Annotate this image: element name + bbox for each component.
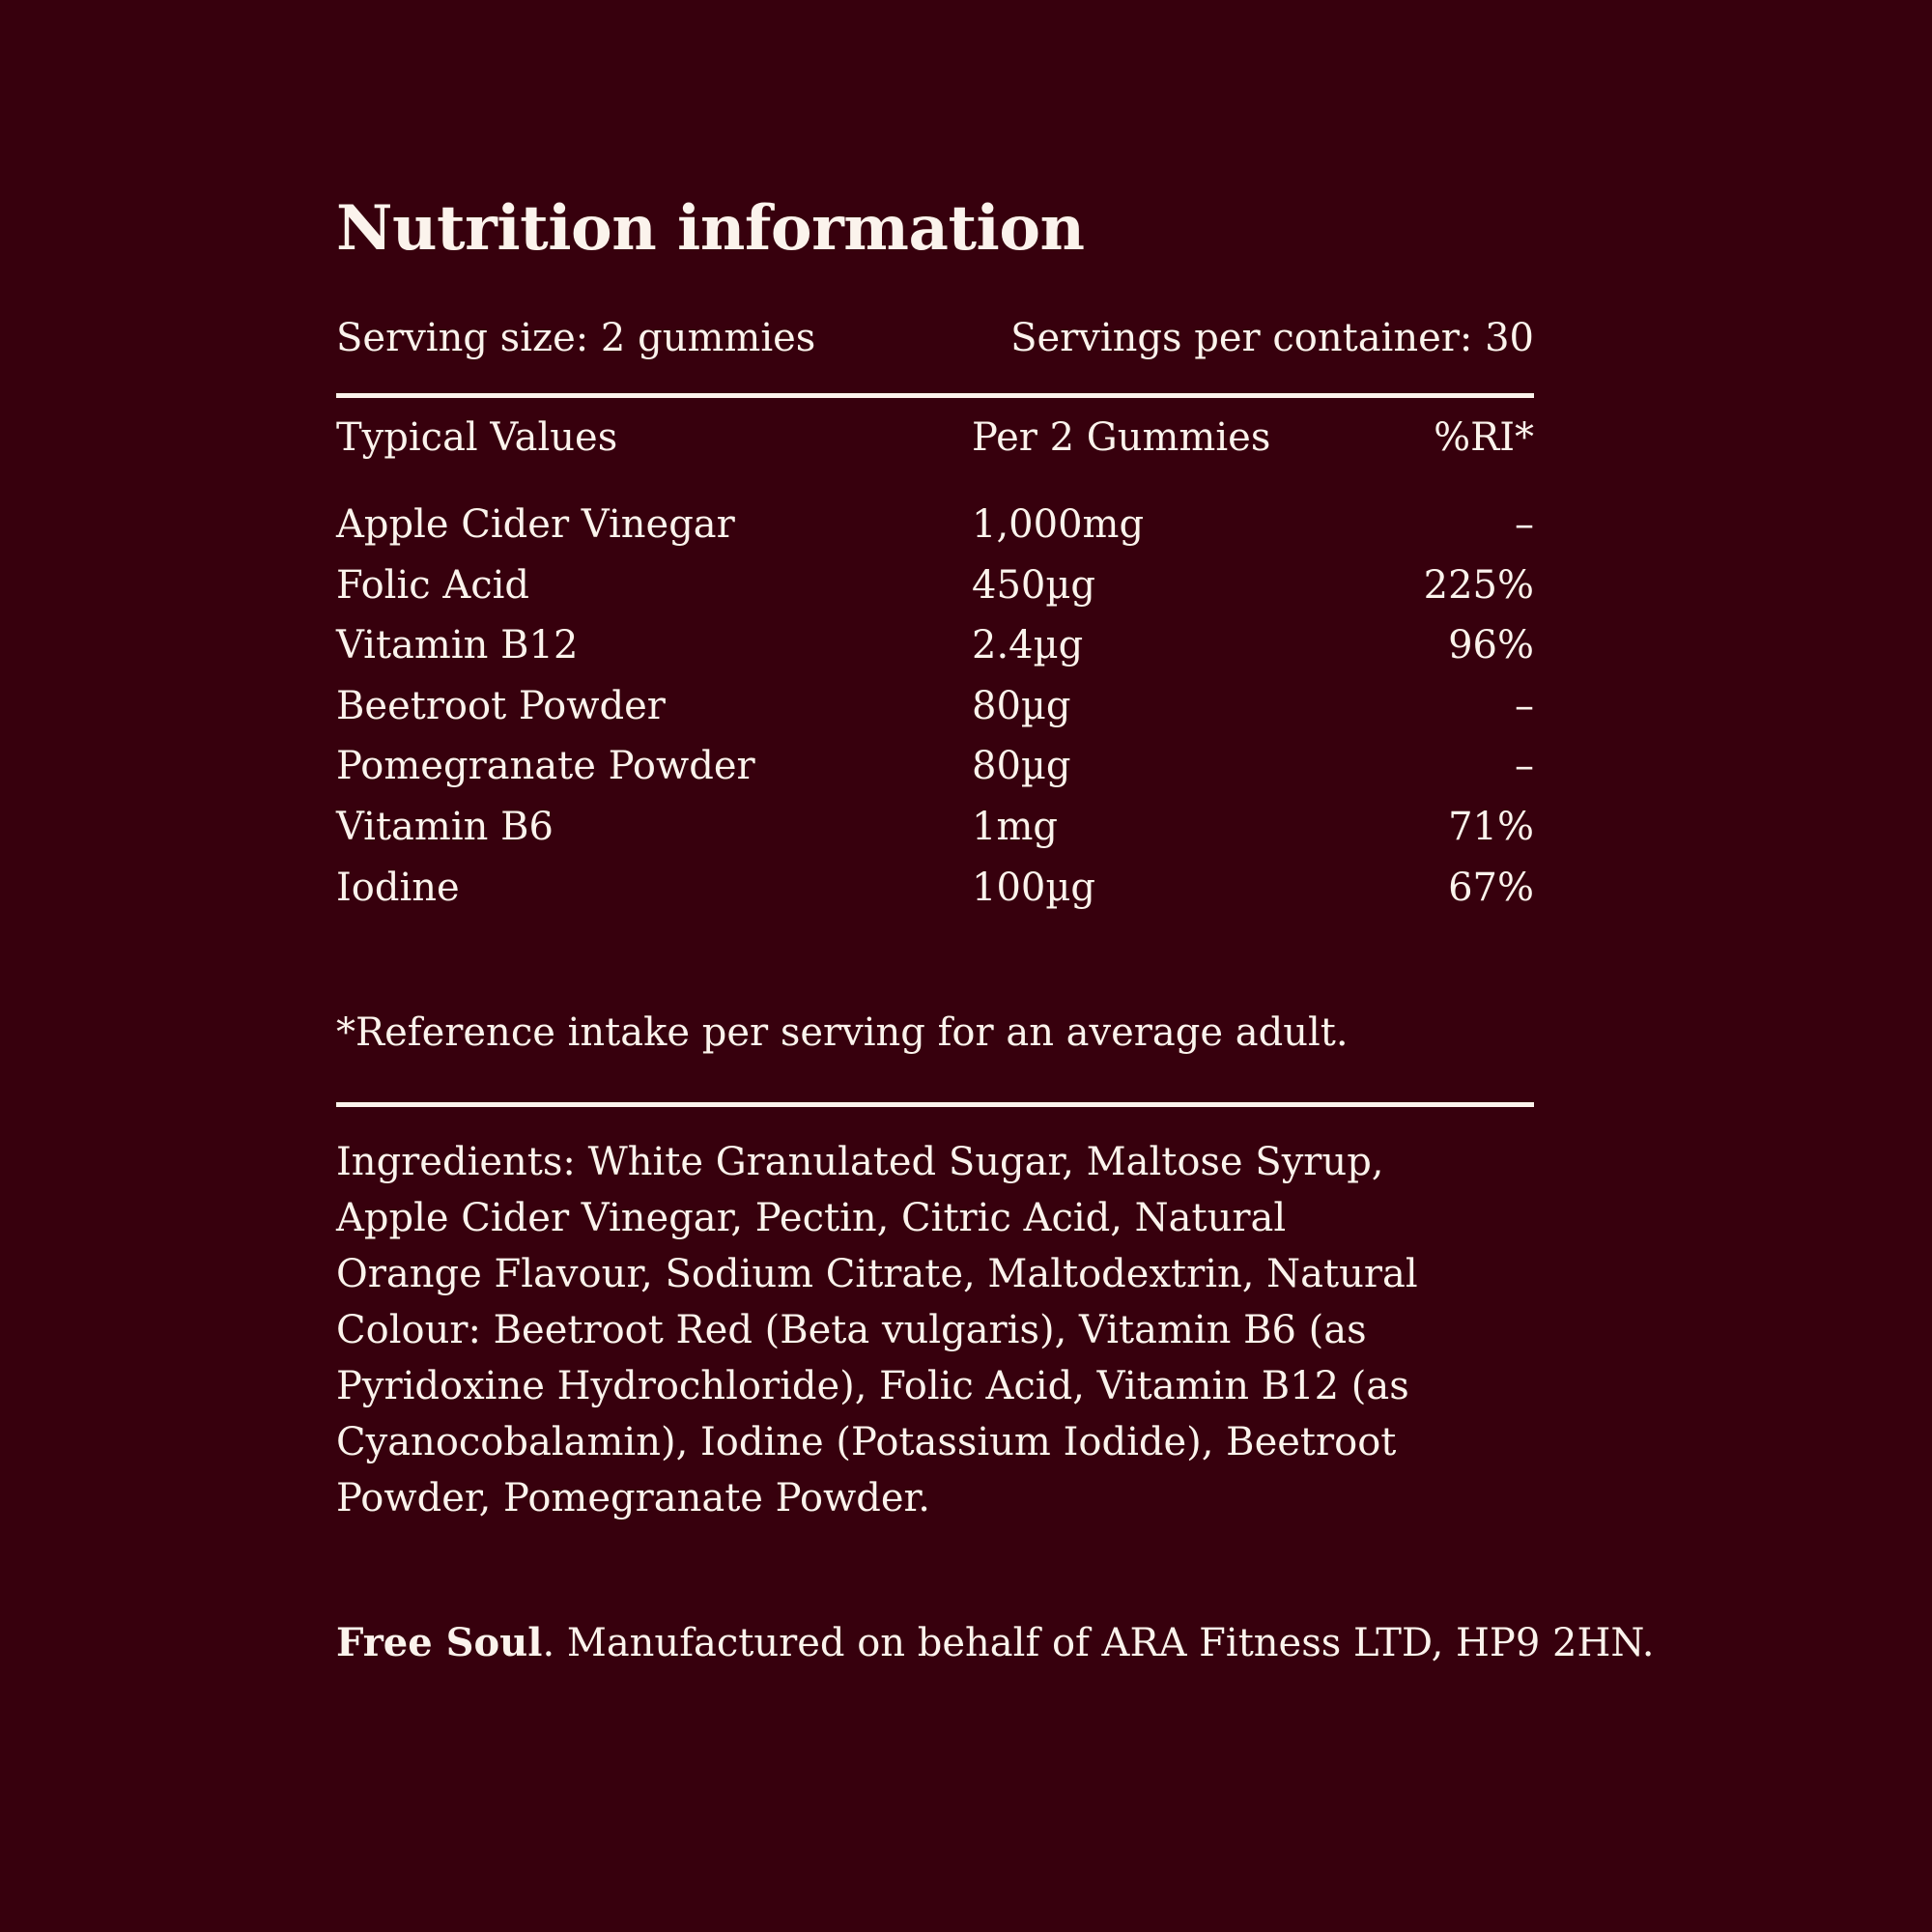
nutrient-ri: – (1515, 683, 1534, 728)
header-typical-values: Typical Values (336, 415, 618, 460)
nutrient-amount: 1,000mg (972, 502, 1145, 547)
manufacturer-text: . Manufactured on behalf of ARA Fitness LTD, HP9 2HN. (542, 1621, 1655, 1666)
nutrient-amount: 80µg (972, 683, 1071, 728)
reference-footnote: *Reference intake per serving for an average adult. (336, 1010, 1349, 1056)
table-row (336, 502, 1534, 563)
table-row (336, 623, 1534, 684)
page-title: Nutrition information (336, 192, 1085, 265)
nutrition-panel (336, 192, 1655, 1667)
nutrient-ri: – (1515, 502, 1534, 547)
brand-name: Free Soul (336, 1620, 543, 1666)
servings-per-container: Servings per container: 30 (1010, 316, 1534, 360)
table-row (336, 563, 1534, 624)
ingredients-line: Orange Flavour, Sodium Citrate, Maltodextrin, Natural (336, 1252, 1418, 1297)
table-row (336, 805, 1534, 866)
nutrient-amount: 80µg (972, 744, 1071, 789)
header-ri: %RI* (1434, 415, 1534, 460)
manufacturer-info (336, 1619, 1655, 1667)
ingredients-line: Ingredients: White Granulated Sugar, Maltose Syrup, (336, 1140, 1384, 1185)
nutrient-name: Folic Acid (336, 562, 530, 608)
serving-size: Serving size: 2 gummies (336, 316, 816, 360)
nutrient-name: Vitamin B12 (336, 623, 579, 668)
nutrient-ri: 96% (1448, 623, 1534, 668)
nutrient-ri: 71% (1448, 804, 1534, 849)
ingredients-line: Cyanocobalamin), Iodine (Potassium Iodide), Beetroot (336, 1420, 1397, 1465)
nutrient-ri: 225% (1423, 562, 1534, 608)
nutrition-table (336, 415, 1534, 925)
ingredients-line: Apple Cider Vinegar, Pectin, Citric Acid, Natural (336, 1196, 1287, 1241)
ingredients-line: Powder, Pomegranate Powder. (336, 1476, 930, 1521)
nutrient-name: Iodine (336, 865, 460, 910)
nutrient-amount: 450µg (972, 562, 1095, 608)
ingredients-line: Colour: Beetroot Red (Beta vulgaris), Vitamin B6 (as (336, 1308, 1367, 1353)
nutrient-amount: 100µg (972, 865, 1095, 910)
serving-info (336, 314, 1534, 362)
header-per-serving: Per 2 Gummies (972, 415, 1271, 460)
nutrient-amount: 1mg (972, 804, 1058, 849)
nutrient-name: Apple Cider Vinegar (336, 502, 735, 547)
divider-top (336, 393, 1534, 398)
table-row (336, 684, 1534, 745)
ingredients-text (336, 1134, 1544, 1526)
divider-bottom (336, 1102, 1534, 1107)
nutrient-amount: 2.4µg (972, 623, 1084, 668)
table-row (336, 744, 1534, 805)
nutrient-ri: – (1515, 744, 1534, 789)
nutrient-ri: 67% (1448, 865, 1534, 910)
nutrient-name: Beetroot Powder (336, 683, 666, 728)
table-row (336, 866, 1534, 926)
ingredients-line: Pyridoxine Hydrochloride), Folic Acid, Vitamin B12 (as (336, 1364, 1409, 1409)
nutrient-name: Pomegranate Powder (336, 744, 755, 789)
nutrient-name: Vitamin B6 (336, 804, 554, 849)
table-header (336, 415, 1534, 502)
